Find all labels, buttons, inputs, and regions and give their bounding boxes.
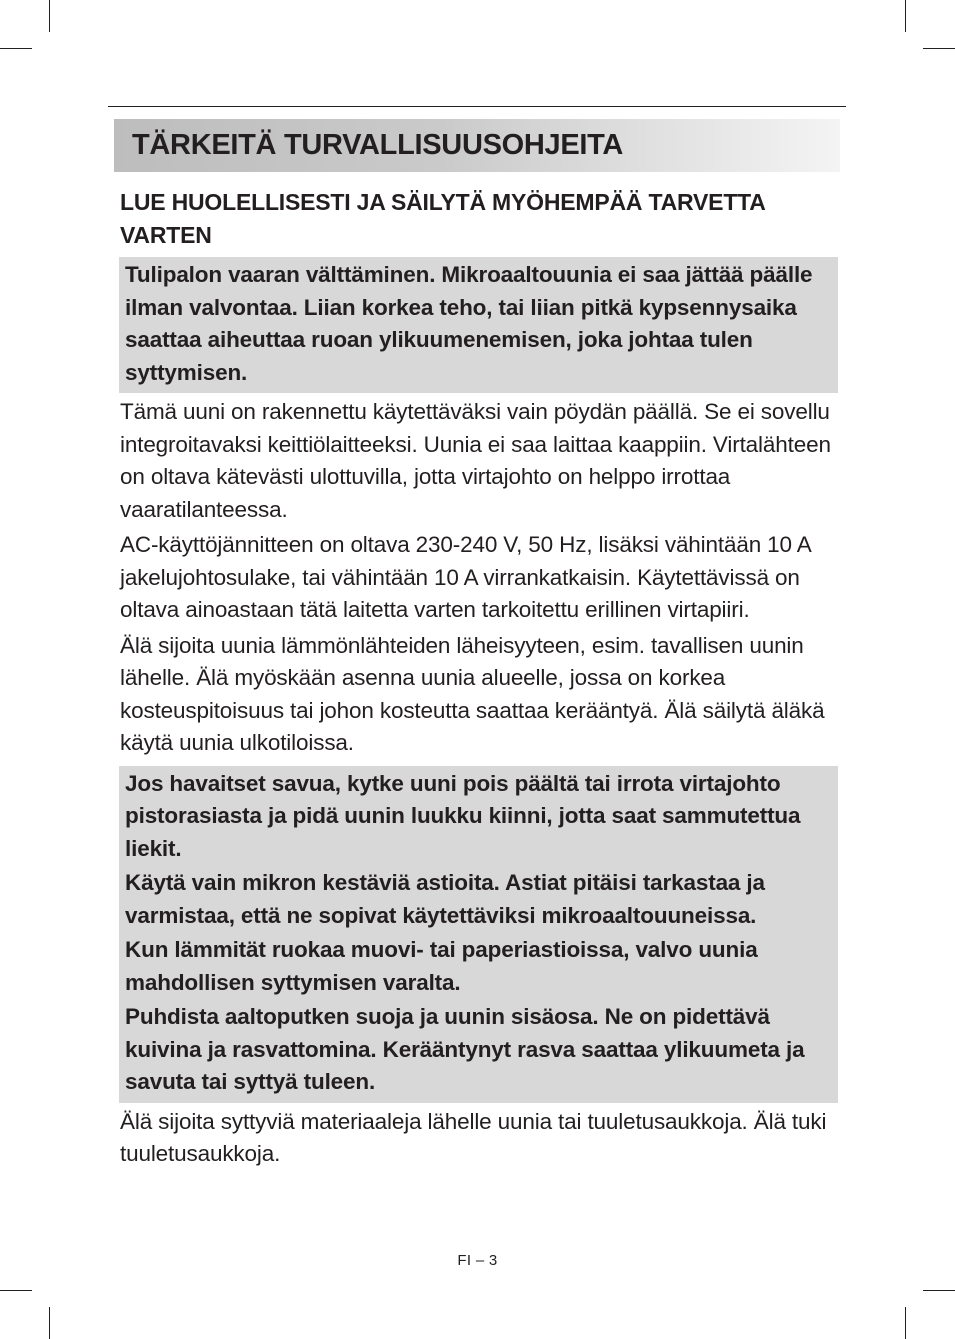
warning-text: Tulipalon vaaran välttäminen. Mikroaaltouunia ei saa jättää päälle ilman valvontaa. Liian korkea teho, tai liian pitkä kypsennysaika saattaa aiheuttaa ruoan ylikuumenemisen, joka johtaa tulen syttymisen.: [125, 262, 813, 385]
warning-text: Puhdista aaltoputken suoja ja uunin sisäosa. Ne on pidettävä kuivina ja rasvattomina. Kerääntynyt rasva saattaa ylikuumeta ja savuta tai syttyä tuleen.: [125, 1004, 805, 1094]
crop-mark: [923, 48, 955, 49]
paragraph-power: AC-käyttöjännitteen on oltava 230-240 V, 50 Hz, lisäksi vähintään 10 A jakelujohtosulake, tai vähintään 10 A virrankatkaisin. Käytettävissä on oltava ainoastaan tätä laitetta varten tarkoitettu erillinen virtapiiri.: [120, 532, 811, 622]
page-number: FI – 3: [457, 1252, 498, 1269]
section-title-bar: [114, 119, 840, 172]
warning-box-safety: [119, 766, 838, 1103]
paragraph-location: Älä sijoita uunia lämmönlähteiden läheisyyteen, esim. tavallisen uunin lähelle. Älä myöskään asenna uunia alueelle, jossa on korkea kosteuspitoisuus tai johon kosteutta saattaa kerääntyä. Älä säilytä äläkä käytä uunia ulkotiloissa.: [120, 632, 825, 755]
crop-mark: [905, 1307, 906, 1339]
warning-box-fire: [119, 257, 838, 393]
crop-mark: [905, 0, 906, 32]
crop-mark: [49, 1307, 50, 1339]
warning-text: Jos havaitset savua, kytke uuni pois päältä tai irrota virtajohto pistorasiasta ja pidä uunin luukku kiinni, jotta saat sammutettua liekit.: [125, 770, 801, 861]
warning-text: Käytä vain mikron kestäviä astioita. Astiat pitäisi tarkastaa ja varmistaa, että ne sopivat käytettäviksi mikroaaltouuneissa.: [125, 870, 765, 928]
page-title: TÄRKEITÄ TURVALLISUUSOHJEITA: [132, 129, 624, 161]
paragraph-placement: Tämä uuni on rakennettu käytettäväksi vain pöydän päällä. Se ei sovellu integroitavaksi keittiölaitteeksi. Uunia ei saa laittaa kaappiin. Virtalähteen on oltava kätevästi ulottuvilla, jotta virtajohto on helppo irrottaa vaaratilanteessa.: [120, 399, 831, 522]
main-content: [120, 186, 836, 1171]
crop-mark: [0, 48, 32, 49]
crop-mark: [923, 1290, 955, 1291]
paragraph-ventilation: Älä sijoita syttyviä materiaaleja lähelle uunia tai tuuletusaukkoja. Älä tuki tuuletusaukkoja.: [120, 1108, 827, 1166]
crop-mark: [49, 0, 50, 32]
top-rule: [108, 106, 846, 107]
subheading: LUE HUOLELLISESTI JA SÄILYTÄ MYÖHEMPÄÄ TARVETTA VARTEN: [120, 189, 765, 248]
warning-text: Kun lämmität ruokaa muovi- tai paperiastioissa, valvo uunia mahdollisen syttymisen varalta.: [125, 937, 758, 995]
crop-mark: [0, 1290, 32, 1291]
